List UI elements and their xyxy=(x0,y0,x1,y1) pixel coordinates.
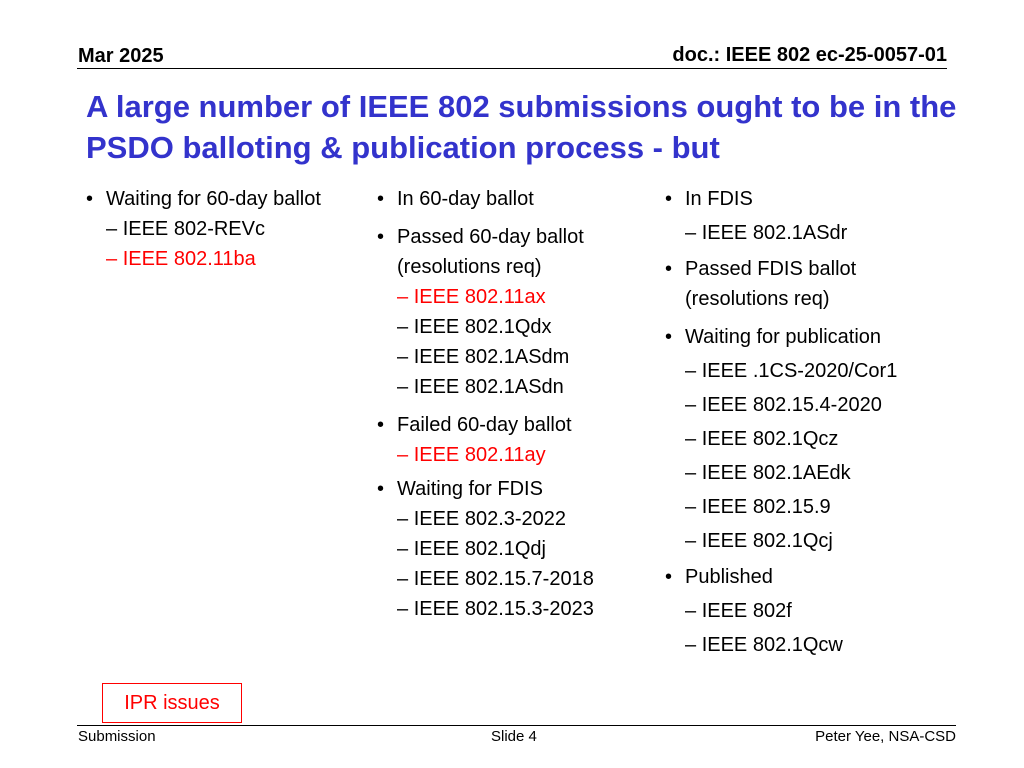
status-heading xyxy=(665,562,955,592)
dash-icon: – xyxy=(397,444,409,466)
dash-icon: – xyxy=(685,496,697,518)
standard-item xyxy=(86,214,366,244)
dash-icon: – xyxy=(397,538,409,560)
standard-item xyxy=(665,356,955,386)
bullet-icon: • xyxy=(665,258,673,280)
standard-item xyxy=(665,424,955,454)
dash-icon: – xyxy=(397,286,409,308)
standard-item-text: IEEE 802.15.4-2020 xyxy=(701,394,882,416)
standard-item xyxy=(665,526,955,556)
status-heading xyxy=(377,184,647,214)
standard-item-text: IEEE 802.1Qcw xyxy=(701,634,843,656)
standard-item xyxy=(665,630,955,660)
bullet-icon: • xyxy=(377,188,385,210)
status-heading xyxy=(665,254,955,314)
standard-item-text: IEEE 802f xyxy=(701,600,792,622)
standard-item xyxy=(377,534,647,564)
slide-title: A large number of IEEE 802 submissions ought to be in the PSDO balloting & publication process - but xyxy=(86,89,957,165)
dash-icon: – xyxy=(397,346,409,368)
standard-item xyxy=(377,372,647,402)
status-group xyxy=(665,322,955,556)
column-2 xyxy=(377,184,647,624)
status-heading-text: Failed 60-day ballot xyxy=(397,414,572,436)
dash-icon: – xyxy=(685,222,697,244)
bullet-icon: • xyxy=(377,226,385,248)
standard-item-text: IEEE 802.3-2022 xyxy=(413,508,567,530)
dash-icon: – xyxy=(685,428,697,450)
standard-item-text: IEEE 802.11ax xyxy=(413,286,546,308)
standard-item-text: IEEE 802-REVc xyxy=(122,218,265,240)
ipr-issues-callout: IPR issues xyxy=(102,683,242,723)
status-heading-text: In 60-day ballot xyxy=(397,188,534,210)
standard-item-text: IEEE 802.11ay xyxy=(413,444,546,466)
standard-item-text: IEEE 802.1AEdk xyxy=(701,462,851,484)
dash-icon: – xyxy=(685,462,697,484)
footer-left: Submission xyxy=(78,728,156,745)
dash-icon: – xyxy=(685,530,697,552)
bullet-icon: • xyxy=(665,566,673,588)
standard-item-text: IEEE 802.15.7-2018 xyxy=(413,568,594,590)
bullet-icon: • xyxy=(665,188,673,210)
status-heading xyxy=(665,184,955,214)
standard-item xyxy=(665,218,955,248)
standard-item xyxy=(377,594,647,624)
standard-item xyxy=(86,244,366,274)
column-1 xyxy=(86,184,366,274)
bullet-icon: • xyxy=(665,326,673,348)
standard-item-text: IEEE 802.15.3-2023 xyxy=(413,598,594,620)
standard-item-text: IEEE 802.1Qcj xyxy=(701,530,833,552)
status-heading-text: Passed FDIS ballot (resolutions req) xyxy=(685,258,857,310)
standard-item xyxy=(665,458,955,488)
status-group xyxy=(665,254,955,314)
dash-icon: – xyxy=(685,394,697,416)
standard-item-text: IEEE 802.1ASdr xyxy=(701,222,848,244)
status-heading-text: Published xyxy=(685,566,773,588)
dash-icon: – xyxy=(397,508,409,530)
bullet-icon: • xyxy=(377,478,385,500)
header-divider xyxy=(77,68,947,69)
standard-item xyxy=(377,440,647,470)
status-heading-text: Waiting for publication xyxy=(685,326,882,348)
status-group xyxy=(86,184,366,274)
status-group xyxy=(377,222,647,402)
standard-item-text: IEEE 802.1ASdn xyxy=(413,376,564,398)
dash-icon: – xyxy=(397,376,409,398)
status-heading-text: Waiting for 60-day ballot xyxy=(106,188,321,210)
standard-item xyxy=(377,312,647,342)
standard-item xyxy=(377,282,647,312)
standard-item-text: IEEE .1CS-2020/Cor1 xyxy=(701,360,898,382)
bullet-icon: • xyxy=(377,414,385,436)
header-date: Mar 2025 xyxy=(78,45,164,67)
footer-author: Peter Yee, NSA-CSD xyxy=(815,728,956,745)
bullet-icon: • xyxy=(86,188,94,210)
standard-item-text: IEEE 802.1Qcz xyxy=(701,428,839,450)
status-heading xyxy=(665,322,955,352)
status-heading-text: Waiting for FDIS xyxy=(397,478,543,500)
dash-icon: – xyxy=(106,248,118,270)
status-group xyxy=(377,474,647,624)
standard-item-text: IEEE 802.11ba xyxy=(122,248,256,270)
footer-divider xyxy=(77,725,956,726)
column-3 xyxy=(665,184,955,660)
dash-icon: – xyxy=(106,218,118,240)
header-doc-id: doc.: IEEE 802 ec-25-0057-01 xyxy=(672,44,947,66)
standard-item xyxy=(665,492,955,522)
dash-icon: – xyxy=(685,360,697,382)
status-group xyxy=(377,184,647,214)
dash-icon: – xyxy=(685,600,697,622)
status-group xyxy=(665,562,955,660)
status-heading xyxy=(377,474,647,504)
status-heading-text: Passed 60-day ballot (resolutions req) xyxy=(397,226,584,278)
status-heading xyxy=(86,184,366,214)
dash-icon: – xyxy=(397,568,409,590)
dash-icon: – xyxy=(397,598,409,620)
standard-item-text: IEEE 802.1Qdx xyxy=(413,316,552,338)
dash-icon: – xyxy=(397,316,409,338)
standard-item xyxy=(377,504,647,534)
status-heading-text: In FDIS xyxy=(685,188,753,210)
standard-item xyxy=(665,596,955,626)
status-heading xyxy=(377,222,647,282)
footer-slide-number: Slide 4 xyxy=(491,728,537,745)
standard-item-text: IEEE 802.1Qdj xyxy=(413,538,546,560)
standard-item xyxy=(377,564,647,594)
status-group xyxy=(665,184,955,248)
dash-icon: – xyxy=(685,634,697,656)
standard-item xyxy=(377,342,647,372)
standard-item xyxy=(665,390,955,420)
standard-item-text: IEEE 802.15.9 xyxy=(701,496,831,518)
standard-item-text: IEEE 802.1ASdm xyxy=(413,346,570,368)
status-group xyxy=(377,410,647,470)
status-heading xyxy=(377,410,647,440)
